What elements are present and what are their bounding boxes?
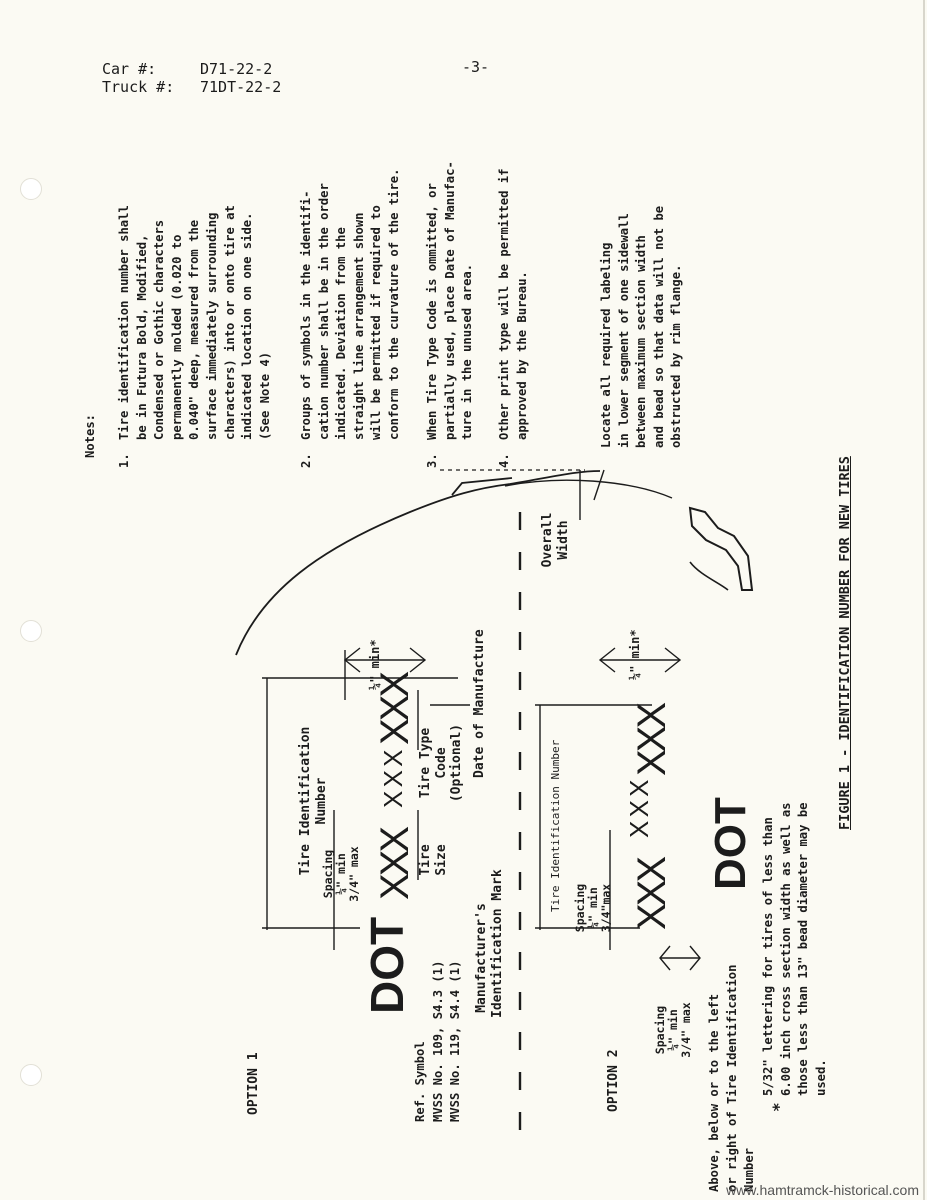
overall-width-label: Overall Width bbox=[540, 512, 571, 568]
note-4: Other print type will be permitted if approved by the Bureau. bbox=[497, 168, 529, 440]
option-2-quarter-min: ¼" min* bbox=[628, 629, 642, 680]
notes-title: Notes: bbox=[83, 413, 97, 458]
figure-caption: FIGURE 1 - IDENTIFICATION NUMBER FOR NEW TIRES bbox=[837, 456, 853, 830]
option-1-spacing-label: Spacing ¼" min 3/4" max bbox=[321, 846, 361, 902]
option-2-placement-note: Above, below or to the left or right of Tire Identification Number bbox=[707, 964, 757, 1192]
option-1-date-label: Date of Manufacture bbox=[472, 629, 487, 778]
note-2-number: 2. bbox=[299, 453, 313, 468]
page-number: -3- bbox=[462, 58, 490, 76]
option-2-tire-id-label: Tire Identification Number bbox=[549, 739, 562, 912]
option-2-title: OPTION 2 bbox=[606, 1049, 621, 1112]
option-1-title: OPTION 1 bbox=[246, 1052, 261, 1115]
note-1: Tire identification number shall be in Futura Bold, Modified, Condensed or Gothic characters permanently molded (0.020 to 0.040" deep, measured from the surface immediately surrounding characters) into or onto tire at indicated location on one side. (See Note 4) bbox=[117, 205, 272, 440]
option-2-date-xxx: XXX bbox=[630, 704, 674, 776]
option-1-date-xxx: XXX bbox=[373, 673, 417, 745]
option-2-dot-symbol: DOT bbox=[706, 797, 755, 890]
option-1-tire-size-label: Tire Size bbox=[418, 844, 449, 876]
footnote: 5/32" lettering for tires of less than 6.00 inch cross section width as well as those less than 13" bead diameter may be used. bbox=[761, 802, 828, 1096]
note-3: When Tire Type Code is ommitted, or partially used, place Date of Manufac- ture in the unused area. bbox=[425, 161, 475, 440]
option-1-tire-size-xxx: XXX bbox=[373, 828, 417, 900]
option-2-spacing-label: Spacing ¼" min 3/4"max bbox=[573, 883, 613, 933]
car-number: D71-22-2 bbox=[200, 60, 273, 78]
note-2: Groups of symbols in the identifi- cation number shall be in the order indicated. Deviation from the straight line arrangement shown will be permitted if required to conform to the curvature of the tire. bbox=[299, 168, 401, 440]
note-4-number: 4. bbox=[497, 453, 511, 468]
site-watermark: www.hamtramck-historical.com bbox=[726, 1182, 919, 1198]
option-1-ref-symbol: Ref. Symbol MVSS No. 109, S4.3 (1) MVSS No. 119, S4.4 (1) bbox=[413, 960, 463, 1122]
truck-label: Truck #: bbox=[102, 78, 175, 96]
option-1-tire-type-label: Tire Type Code (Optional) bbox=[418, 723, 464, 803]
note-1-number: 1. bbox=[117, 453, 131, 468]
option-1-dot-symbol: DOT bbox=[361, 916, 413, 1014]
rim-flange bbox=[690, 508, 752, 590]
option-1-manufacturer-label: Manufacturer's Identification Mark bbox=[474, 869, 505, 1018]
car-label: Car #: bbox=[102, 60, 157, 78]
tire-tread-line bbox=[452, 478, 512, 495]
option-1-tire-id-label: Tire Identification Number bbox=[298, 726, 329, 876]
sidewall-note: Locate all required labeling in lower segment of one sidewall between maximum section width and bead so that data will not be obstructed by rim flange. bbox=[599, 205, 684, 448]
option-2-type-code-xxx: X X X bbox=[624, 781, 654, 838]
option-1-quarter-min: ¼" min* bbox=[368, 639, 382, 690]
option-1-type-code-xxx: X X X bbox=[378, 751, 408, 808]
option-2-tire-size-xxx: XXX bbox=[630, 858, 674, 930]
option-2-left-spacing-label: Spacing ¼" min 3/4" max bbox=[653, 1002, 693, 1058]
truck-number: 71DT-22-2 bbox=[200, 78, 282, 96]
footnote-star: * bbox=[769, 1102, 788, 1112]
note-3-number: 3. bbox=[425, 453, 439, 468]
